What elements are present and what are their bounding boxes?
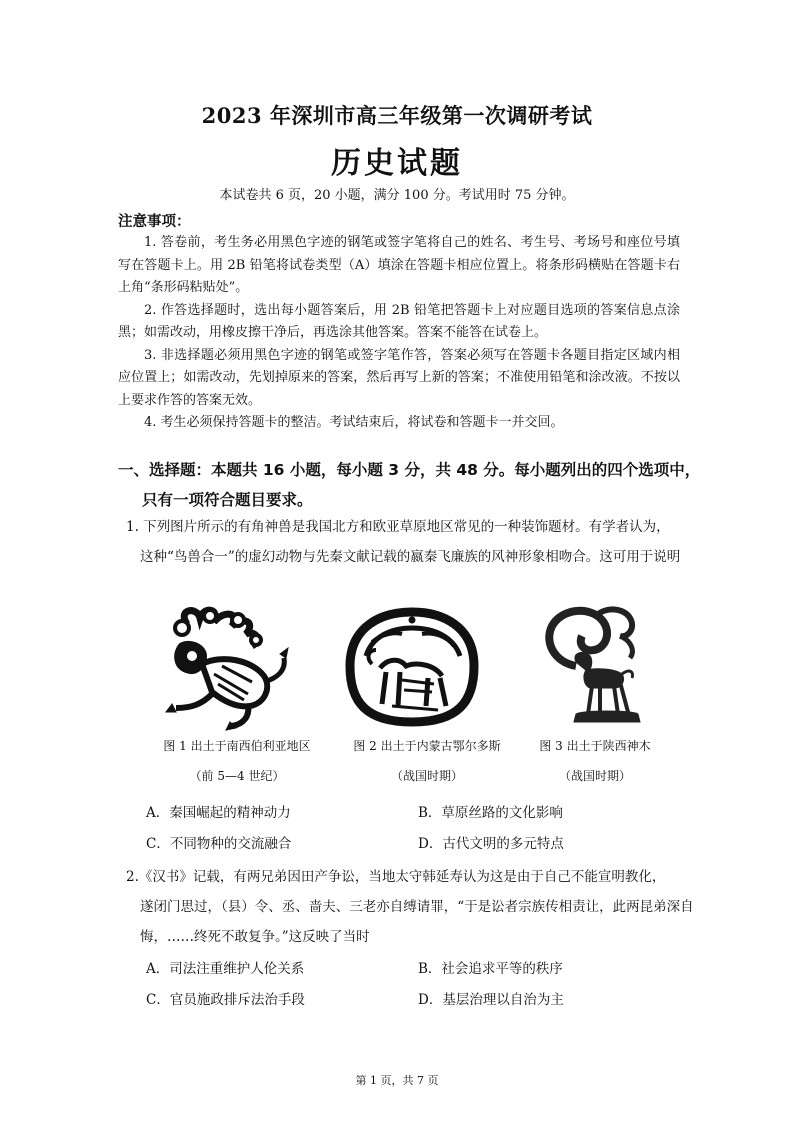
- figure-3-caption-period: （战国时期）: [558, 769, 631, 783]
- figure-3-caption: [500, 731, 690, 791]
- figure-1-horned-beast-image: [152, 604, 302, 732]
- notice-item: 1. 答卷前，考生务必用黑色字迹的钢笔或签字笔将自己的姓名、考生号、考场号和座位号填写在答题卡上。用 2B 铅笔将试卷类型（A）填涂在答题卡相应位置上。将条形码横贴在答题卡右上角“条形码粘贴处”。: [118, 235, 680, 295]
- figure-1-caption: [142, 731, 332, 791]
- question-1-option-c: C．不同物种的交流融合: [146, 836, 292, 852]
- question-2-option-d: D．基层治理以自治为主: [418, 992, 564, 1008]
- figure-2-ordos-plaque-image: [342, 606, 482, 728]
- question-2-stem-rest: 遂闭门思过，（县）令、丞、啬夫、三老亦自缚请罪，“于是讼者宗族传相责让，此两昆弟深自悔，……终死不敢复争。”这反映了当时: [140, 899, 694, 945]
- figure-2-caption-title: 图 2 出土于内蒙古鄂尔多斯: [353, 739, 501, 753]
- question-2-option-b: B．社会追求平等的秩序: [418, 961, 563, 977]
- question-2-option-a: A．司法注重维护人伦关系: [146, 961, 305, 977]
- section-heading-line1: 一、选择题：本题共 16 小题，每小题 3 分，共 48 分。每小题列出的四个选项中，: [118, 461, 701, 479]
- figure-3-shenmu-beast-image: [536, 602, 646, 730]
- figure-1-caption-title: 图 1 出土于南西伯利亚地区: [163, 739, 311, 753]
- exam-title: 2023 年深圳市高三年级第一次调研考试: [201, 103, 593, 128]
- notice-heading: 注意事项：: [118, 214, 191, 230]
- question-1-option-d: D．古代文明的多元特点: [418, 836, 564, 852]
- exam-info: 本试卷共 6 页，20 小题，满分 100 分。考试用时 75 分钟。: [219, 188, 575, 203]
- question-1-stem-rest: 这种“鸟兽合一”的虚幻动物与先秦文献记载的嬴秦飞廉族的风神形象相吻合。这可用于说明: [140, 549, 681, 565]
- figure-2-caption-period: （战国时期）: [390, 769, 463, 783]
- notice-body: [118, 232, 680, 435]
- question-1-option-b: B．草原丝路的文化影响: [418, 805, 563, 821]
- figure-2-caption: [332, 731, 522, 791]
- section-heading-line2: 只有一项符合题目要求。: [142, 491, 313, 509]
- notice-item: 3. 非选择题必须用黑色字迹的钢笔或签字笔作答，答案必须写在答题卡各题目指定区域内相应位置上；如需改动，先划掉原来的答案，然后再写上新的答案；不准使用铅笔和涂改液。不按以上要求作答的答案无效。: [118, 347, 680, 408]
- question-1-stem-line1: 1. 下列图片所示的有角神兽是我国北方和欧亚草原地区常见的一种装饰题材。有学者认为，: [126, 519, 670, 535]
- figure-1-caption-period: （前 5—4 世纪）: [189, 769, 285, 783]
- page-footer: 第 1 页，共 7 页: [355, 1074, 439, 1087]
- notice-item: 4. 考生必须保持答题卡的整洁。考试结束后，将试卷和答题卡一并交回。: [144, 415, 564, 430]
- question-1-stem: [126, 512, 696, 572]
- question-1-option-a: A．秦国崛起的精神动力: [146, 805, 291, 821]
- question-2-option-c: C．官员施政排斥法治手段: [146, 992, 305, 1008]
- figure-3-caption-title: 图 3 出土于陕西神木: [539, 739, 651, 753]
- subject-title: 历史试题: [331, 146, 463, 181]
- notice-item: 2. 作答选择题时，选出每小题答案后，用 2B 铅笔把答题卡上对应题目选项的答案信息点涂黑；如需改动，用橡皮擦干净后，再选涂其他答案。答案不能答在试卷上。: [118, 302, 680, 340]
- question-2-stem: [126, 862, 696, 952]
- section-heading: [118, 455, 718, 515]
- question-2-stem-line1: 2.《汉书》记载，有两兄弟因田产争讼，当地太守韩延寿认为这是由于自己不能宣明教化，: [126, 869, 666, 885]
